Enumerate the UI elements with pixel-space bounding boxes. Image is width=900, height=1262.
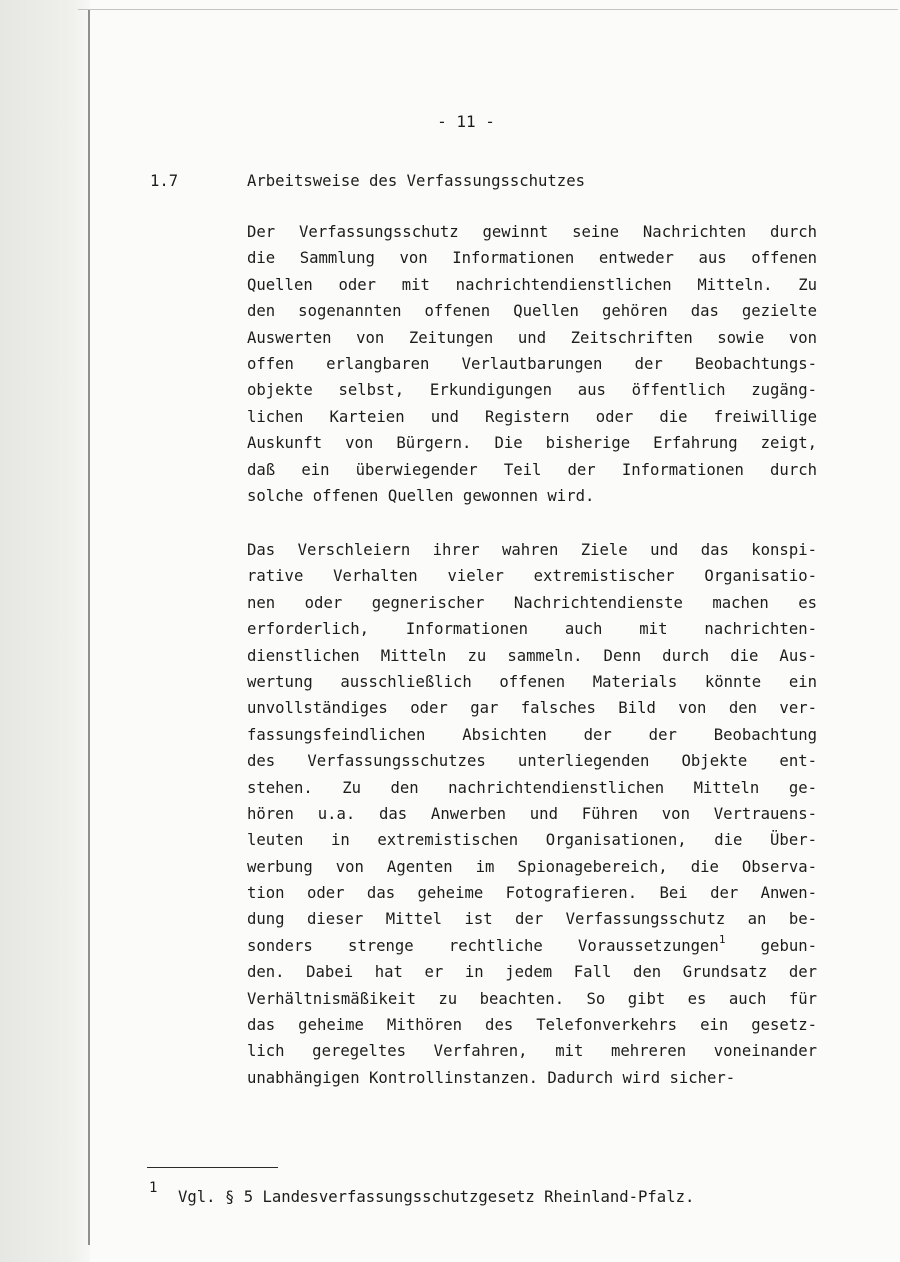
paragraph-line: lichen Karteien und Registern oder die freiwillige bbox=[247, 407, 817, 426]
paragraph-line: die Sammlung von Informationen entweder aus offenen bbox=[247, 249, 817, 268]
paragraph-1 bbox=[247, 219, 817, 509]
paragraph-line: wertung ausschließlich offenen Materials könnte ein bbox=[247, 672, 817, 691]
paragraph-line: Auskunft von Bürgern. Die bisherige Erfahrung zeigt, bbox=[247, 434, 817, 453]
section-number: 1.7 bbox=[150, 172, 179, 190]
paragraph-line: objekte selbst, Erkundigungen aus öffentlich zugäng- bbox=[247, 381, 817, 400]
paragraph-line: Das Verschleiern ihrer wahren Ziele und das konspi- bbox=[247, 541, 817, 559]
section-title: Arbeitsweise des Verfassungsschutzes bbox=[247, 172, 585, 190]
line-text: sonders strenge rechtliche Voraussetzungen bbox=[247, 936, 719, 955]
paragraph-line: solche offenen Quellen gewonnen wird. bbox=[247, 486, 595, 505]
footnote-divider bbox=[147, 1167, 278, 1168]
paragraph-line: den. Dabei hat er in jedem Fall den Grundsatz der bbox=[247, 963, 817, 982]
footnote-text: Vgl. § 5 Landesverfassungsschutzgesetz Rheinland-Pfalz. bbox=[178, 1188, 695, 1206]
paragraph-2 bbox=[247, 537, 817, 1091]
footnote-marker: 1 bbox=[149, 1180, 158, 1196]
scan-top-line bbox=[78, 9, 898, 10]
paragraph-line: erforderlich, Informationen auch mit nachrichten- bbox=[247, 620, 817, 639]
paragraph-line: leuten in extremistischen Organisationen, die Über- bbox=[247, 831, 817, 850]
paragraph-line: nen oder gegnerischer Nachrichtendienste machen es bbox=[247, 593, 817, 612]
scan-page-edge bbox=[0, 0, 90, 1262]
paragraph-line: fassungsfeindlichen Absichten der der Beobachtung bbox=[247, 725, 817, 744]
paragraph-line: Quellen oder mit nachrichtendienstlichen Mitteln. Zu bbox=[247, 275, 817, 294]
footnote-reference: 1 bbox=[718, 932, 726, 946]
paragraph-line: unabhängigen Kontrollinstanzen. Dadurch wird sicher- bbox=[247, 1068, 736, 1087]
paragraph-line: den sogenannten offenen Quellen gehören das gezielte bbox=[247, 302, 817, 321]
paragraph-line-with-footnote bbox=[247, 933, 817, 959]
paragraph-line: Auswerten von Zeitungen und Zeitschriften sowie von bbox=[247, 328, 817, 347]
paragraph-line: Verhältnismäßikeit zu beachten. So gibt es auch für bbox=[247, 989, 817, 1008]
paragraph-line: dung dieser Mittel ist der Verfassungsschutz an be- bbox=[247, 910, 817, 929]
line-text-tail: gebun- bbox=[760, 936, 818, 955]
paragraph-line: Der Verfassungsschutz gewinnt seine Nachrichten durch bbox=[247, 223, 817, 241]
paragraph-line: lich geregeltes Verfahren, mit mehreren voneinander bbox=[247, 1042, 817, 1061]
paragraph-line: werbung von Agenten im Spionagebereich, die Observa- bbox=[247, 857, 817, 876]
paragraph-line: stehen. Zu den nachrichtendienstlichen Mitteln ge- bbox=[247, 778, 817, 797]
paragraph-line: hören u.a. das Anwerben und Führen von Vertrauens- bbox=[247, 804, 817, 823]
scan-edge-line bbox=[88, 10, 90, 1245]
paragraph-line: rative Verhalten vieler extremistischer Organisatio- bbox=[247, 567, 817, 586]
paragraph-line: offen erlangbaren Verlautbarungen der Beobachtungs- bbox=[247, 354, 817, 373]
paragraph-line: das geheime Mithören des Telefonverkehrs ein gesetz- bbox=[247, 1016, 817, 1035]
page-number: - 11 - bbox=[437, 112, 495, 131]
paragraph-line: des Verfassungsschutzes unterliegenden Objekte ent- bbox=[247, 752, 817, 771]
paragraph-line: daß ein überwiegender Teil der Informationen durch bbox=[247, 460, 817, 479]
paragraph-line: unvollständiges oder gar falsches Bild von den ver- bbox=[247, 699, 817, 718]
paragraph-line: tion oder das geheime Fotografieren. Bei der Anwen- bbox=[247, 884, 817, 903]
paragraph-line: dienstlichen Mitteln zu sammeln. Denn durch die Aus- bbox=[247, 646, 817, 665]
